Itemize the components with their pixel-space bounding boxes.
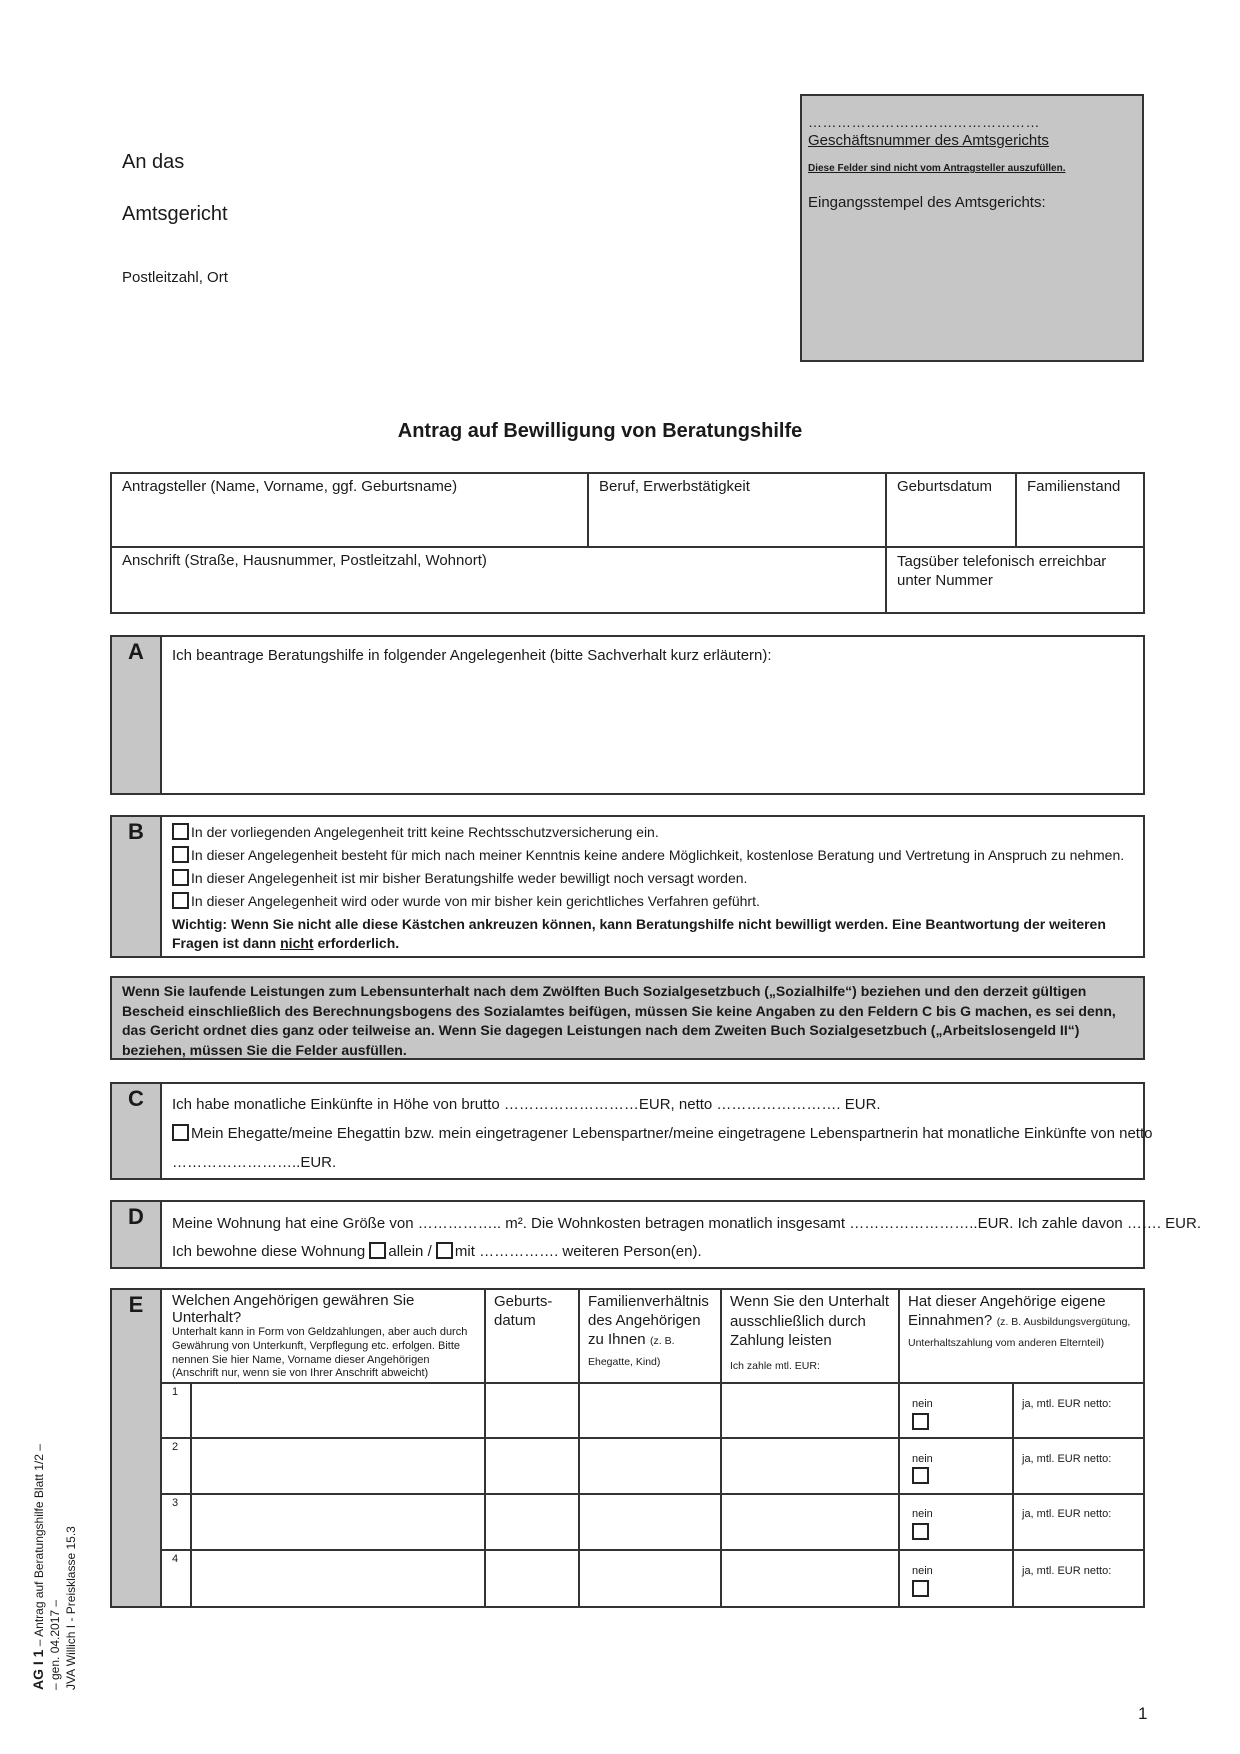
section-b-letter: B: [112, 817, 162, 956]
row3-no-checkbox[interactable]: [912, 1523, 929, 1540]
job-label: Beruf, Erwerbstätigkeit: [599, 478, 750, 495]
divider: [578, 1290, 580, 1606]
col-payment-title: Wenn Sie den Unterhalt ausschließlich durch Zahlung leisten: [730, 1293, 889, 1349]
row1-no-label: nein: [912, 1398, 933, 1410]
section-c-letter: C: [112, 1084, 162, 1178]
section-b: [110, 815, 1145, 958]
section-d-letter: D: [112, 1202, 162, 1267]
income-line[interactable]: Ich habe monatliche Einkünfte in Höhe von brutto ………………………EUR, netto ……………………. EUR.: [172, 1096, 881, 1113]
row4-no-label: nein: [912, 1565, 933, 1577]
row-number: 2: [172, 1441, 179, 1453]
b-item-1: [172, 823, 659, 841]
alone-label: allein /: [388, 1243, 432, 1260]
b-item-2: [172, 846, 1124, 864]
stamp-label: Eingangsstempel des Amtsgerichts:: [808, 194, 1046, 211]
divider: [162, 1437, 1143, 1439]
form-name: – Antrag auf Beratungshilfe Blatt 1/2 –: [32, 1444, 46, 1650]
phone-label: Tagsüber telefonisch erreichbar unter Nummer: [897, 553, 1107, 589]
b-item-3-text: In dieser Angelegenheit ist mir bisher Beratungshilfe weder bewilligt noch versagt worden.: [191, 870, 748, 886]
b-warning-text: Wichtig: Wenn Sie nicht alle diese Kästchen ankreuzen können, kann Beratungshilfe nicht bewilligt werden. Eine Beantwortung der weiteren Fragen ist dann: [172, 916, 1106, 951]
col-relationship-header: [588, 1292, 713, 1372]
form-code: AG I 1: [30, 1649, 46, 1690]
social-benefits-notice: Wenn Sie laufende Leistungen zum Lebensunterhalt nach dem Zwölften Buch Sozialgesetzbuch („Sozialhilfe“) beziehen und den derzeit gültigen Bescheid einschließlich des Berechnungsbogens des Sozialamtes beifügen, müssen Sie keine Angaben zu den Feldern C bis G machen, es sei denn, das Gericht ordnet dies ganz oder teilweise an. Wenn Sie dagegen Leistungen nach dem Zweiten Buch Sozialgesetzbuch („Arbeitslosengeld II“) beziehen, müssen Sie die Felder ausfüllen.: [110, 976, 1145, 1060]
b-warning-end: erforderlich.: [313, 935, 400, 951]
address-line-court: Amtsgericht: [122, 203, 228, 225]
case-number-dots: …………………………………………: [808, 114, 1040, 130]
row4-yes-label: ja, mtl. EUR netto:: [1022, 1565, 1112, 1577]
col-relationship-title: Familienverhältnis des Angehörigen zu Ihnen: [588, 1293, 709, 1348]
col-relationship-sub: (z. B. Ehegatte, Kind): [588, 1335, 675, 1368]
divider: [162, 1382, 1143, 1384]
col-income-sub: (z. B. Ausbildungsvergütung, Unterhaltszahlung vom anderen Elternteil): [908, 1316, 1131, 1349]
birthdate-label: Geburtsdatum: [897, 478, 993, 495]
household-text: Ich bewohne diese Wohnung: [172, 1243, 366, 1260]
row3-yes-label: ja, mtl. EUR netto:: [1022, 1508, 1112, 1520]
b-checkbox-3[interactable]: [172, 869, 189, 886]
section-e-letter: E: [112, 1290, 162, 1606]
row-number: 1: [172, 1386, 179, 1398]
matter-description-field[interactable]: [164, 669, 1143, 793]
job-field[interactable]: [589, 474, 885, 546]
row3-no-label: nein: [912, 1508, 933, 1520]
spouse-income-checkbox[interactable]: [172, 1124, 189, 1141]
b-warning: [172, 915, 1113, 953]
applicant-address-label: Anschrift (Straße, Hausnummer, Postleitzahl, Wohnort): [122, 552, 487, 569]
section-e: [110, 1288, 1145, 1608]
court-box-note: Diese Felder sind nicht vom Antragsteller auszufüllen.: [808, 163, 1066, 174]
col-dependent-title: Welchen Angehörigen gewähren Sie Unterhalt?: [172, 1292, 415, 1326]
birthdate-field[interactable]: [887, 474, 1015, 546]
row1-no-checkbox[interactable]: [912, 1413, 929, 1430]
b-item-4-text: In dieser Angelegenheit wird oder wurde von mir bisher kein gerichtliches Verfahren geführt.: [191, 893, 760, 909]
divider: [720, 1290, 722, 1606]
page-number: 1: [1138, 1704, 1148, 1723]
col-income-title: Hat dieser Angehörige eigene Einnahmen?: [908, 1293, 1106, 1329]
divider: [162, 1549, 1143, 1551]
col-dependent-header: [172, 1292, 477, 1381]
b-checkbox-4[interactable]: [172, 892, 189, 909]
applicant-name-label: Antragsteller (Name, Vorname, ggf. Geburtsname): [122, 478, 458, 495]
section-a-letter: A: [112, 637, 162, 793]
b-checkbox-1[interactable]: [172, 823, 189, 840]
section-c: [110, 1082, 1153, 1180]
b-item-2-text: In dieser Angelegenheit besteht für mich nach meiner Kenntnis keine andere Möglichkeit, kostenlose Beratung und Vertretung in Anspruch zu nehmen.: [191, 847, 1125, 863]
applicant-address-field[interactable]: [112, 548, 885, 612]
marital-status-field[interactable]: [1017, 474, 1143, 546]
alone-checkbox[interactable]: [369, 1242, 386, 1259]
divider: [898, 1290, 900, 1606]
applicant-name-field[interactable]: [112, 474, 587, 546]
col-birthdate-header: Geburts-datum: [494, 1293, 553, 1329]
phone-field[interactable]: [887, 548, 1143, 612]
row-number: 4: [172, 1553, 179, 1565]
form-footer-vertical: [30, 1444, 79, 1690]
form-version: – gen. 04.2017 –: [48, 1599, 62, 1690]
col-payment-header: [730, 1292, 890, 1376]
b-item-4: [172, 892, 760, 910]
housing-cost-line[interactable]: Meine Wohnung hat eine Größe von …………….. m². Die Wohnkosten betragen monatlich insgesamt ……………………..EUR. Ich zahle davon ……. EUR.: [172, 1215, 1202, 1232]
court-use-box: [800, 94, 1144, 362]
col-income-header: [908, 1292, 1138, 1353]
address-line-an-das: An das: [122, 151, 185, 173]
row2-no-checkbox[interactable]: [912, 1467, 929, 1484]
divider: [162, 1493, 1143, 1495]
spouse-income-amount[interactable]: ……………………..EUR.: [172, 1154, 337, 1171]
address-line-postcode: Postleitzahl, Ort: [122, 269, 228, 286]
b-item-3: [172, 869, 747, 887]
case-number-label: Geschäftsnummer des Amtsgerichts: [808, 132, 1049, 149]
section-a: [110, 635, 1145, 795]
row2-no-label: nein: [912, 1453, 933, 1465]
divider: [484, 1290, 486, 1606]
row4-no-checkbox[interactable]: [912, 1580, 929, 1597]
marital-status-label: Familienstand: [1027, 478, 1121, 495]
section-d: [110, 1200, 1202, 1269]
row1-yes-label: ja, mtl. EUR netto:: [1022, 1398, 1112, 1410]
form-printer: JVA Willich I - Preisklasse 15.3: [64, 1526, 78, 1690]
col-dependent-sub: Unterhalt kann in Form von Geldzahlungen, aber auch durch Gewährung von Unterkunft, Verpflegung etc. erfolgen. Bitte nennen Sie hier Name, Vorname dieser Angehörigen (Anschrift nur, wenn sie von Ihrer Anschrift abweicht): [172, 1326, 468, 1380]
b-item-1-text: In der vorliegenden Angelegenheit tritt keine Rechtsschutzversicherung ein.: [191, 824, 659, 840]
applicant-table: [110, 472, 1145, 614]
b-checkbox-2[interactable]: [172, 846, 189, 863]
with-others-label: mit ……………. weiteren Person(en).: [454, 1243, 702, 1260]
spouse-income-text: Mein Ehegatte/meine Ehegattin bzw. mein eingetragener Lebenspartner/meine eingetragene Lebenspartnerin hat monatliche Einkünfte von netto: [191, 1125, 1153, 1142]
section-a-label: Ich beantrage Beratungshilfe in folgender Angelegenheit (bitte Sachverhalt kurz erläutern):: [172, 647, 772, 664]
household-line: [172, 1242, 702, 1260]
with-others-checkbox[interactable]: [436, 1242, 453, 1259]
row2-yes-label: ja, mtl. EUR netto:: [1022, 1453, 1112, 1465]
spouse-income-line: [172, 1124, 1152, 1142]
row-number: 3: [172, 1497, 179, 1509]
b-warning-underlined: nicht: [280, 935, 314, 951]
col-payment-sub: Ich zahle mtl. EUR:: [730, 1359, 820, 1372]
form-title: Antrag auf Bewilligung von Beratungshilfe: [397, 420, 803, 442]
